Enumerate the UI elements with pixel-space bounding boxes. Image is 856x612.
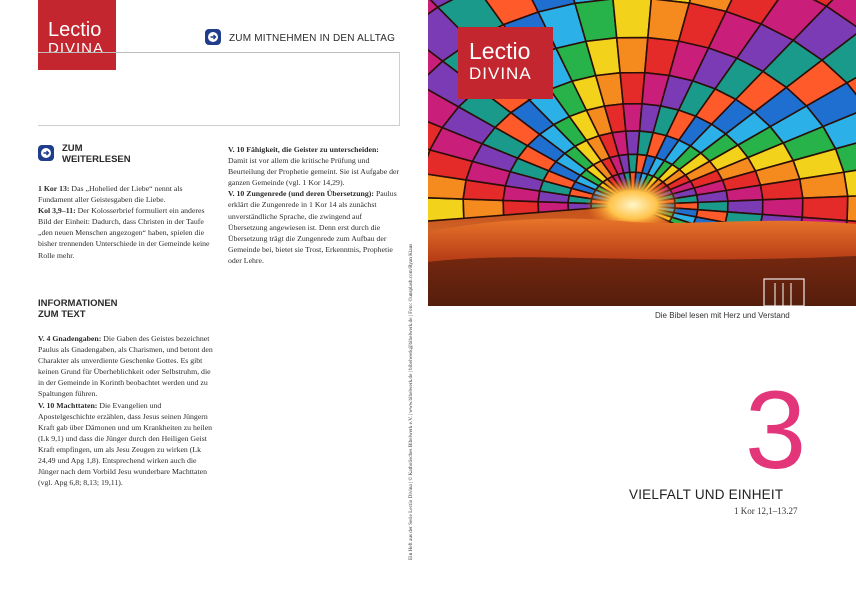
arrow-badge-icon bbox=[205, 29, 221, 45]
verse-ref: V. 10 Fähigkeit, die Geister zu unterscheiden: bbox=[228, 145, 379, 154]
weiterlesen-paragraph bbox=[38, 205, 216, 260]
logo-line2: DIVINA bbox=[469, 64, 532, 83]
informationen-heading bbox=[38, 298, 118, 320]
weiterlesen-heading bbox=[62, 143, 131, 165]
arrow-badge-icon bbox=[38, 145, 54, 161]
copyright-credit: Ein Heft aus der Serie Lectio Divina | © Katholisches Bibelwerk e.V. | www.bibelwerk.de | bibelwerk@bibelwerk.de | Foto: ©unsplash.com/Ryan Klaus bbox=[408, 243, 414, 560]
verse-ref: V. 10 Machttaten: bbox=[38, 400, 98, 410]
informationen-heading-line1: INFORMATIONEN bbox=[38, 298, 118, 309]
issue-number: 3 bbox=[745, 369, 807, 492]
bible-reference: 1 Kor 12,1–13.27 bbox=[734, 506, 798, 516]
weiterlesen-heading-line2: WEITERLESEN bbox=[62, 154, 131, 165]
bible-ref: 1 Kor 13: bbox=[38, 184, 70, 193]
verse-ref: V. 10 Zungenrede (und deren Übersetzung): bbox=[228, 189, 374, 199]
paragraph-text: Paulus erklärt die Zungenrede in 1 Kor 14 als zunächst unverständliche Sprache, die zwingend auf Übersetzung angewiesen ist. Denn erst durch die Übersetzung trägt die Zungenrede zum Aufbau der Gemeinde bei, bietet sie Trost, Erkenntnis, Prophetie oder Lehre. bbox=[228, 189, 397, 265]
verse-ref: V. 4 Gnadengaben: bbox=[38, 334, 102, 343]
logo-line1: Lectio bbox=[469, 38, 531, 64]
info-paragraph bbox=[228, 188, 400, 266]
mitnehmen-heading: ZUM MITNEHMEN IN DEN ALLTAG bbox=[229, 33, 396, 44]
weiterlesen-heading-line1: ZUM bbox=[62, 143, 83, 154]
balloon-panel bbox=[428, 197, 464, 221]
informationen-heading-line2: ZUM TEXT bbox=[38, 309, 86, 320]
logo-line2: DIVINA bbox=[48, 40, 105, 57]
bible-ref: Kol 3,9–11: bbox=[38, 206, 76, 216]
info-paragraph bbox=[38, 333, 218, 400]
lectio-divina-logo bbox=[458, 27, 553, 99]
notes-box[interactable] bbox=[38, 52, 400, 126]
issue-title: VIELFALT UND EINHEIT bbox=[629, 487, 784, 502]
verse-notes-column bbox=[228, 144, 400, 266]
paragraph-text: Der Kolosserbrief formuliert ein anderes Bild der Einheit: Dadurch, dass Christen in der Taufe „den neuen Menschen angezogen“ haben, spielen die bisher trennenden Unterschiede in der Gemeinde keine Rolle mehr. bbox=[38, 206, 210, 260]
balloon-panel bbox=[613, 0, 651, 38]
info-paragraph bbox=[228, 144, 400, 188]
balloon-panel bbox=[503, 200, 538, 215]
paragraph-text: Das „Hohelied der Liebe“ nennt als Fundament aller Geistesgaben die Liebe. bbox=[38, 184, 183, 205]
balloon-panel bbox=[620, 73, 645, 104]
logo-line1: Lectio bbox=[48, 19, 102, 41]
informationen-text bbox=[38, 333, 218, 488]
tagline: Die Bibel lesen mit Herz und Verstand bbox=[655, 311, 790, 320]
weiterlesen-paragraph bbox=[38, 183, 216, 205]
balloon-panel bbox=[802, 196, 847, 220]
paragraph-text: Die Gaben des Geistes bezeichnet Paulus als Gnadengaben, als Charismen, und betont den Charakter als unverdiente Geschenke Gottes. Es gibt keinen Grund für Überheblichkeit oder Selbstruhm, die in der Gemeinde in Korinth beobachtet werden und zu Spaltungen führen. bbox=[38, 334, 213, 399]
balloon-panel bbox=[617, 38, 648, 73]
weiterlesen-text bbox=[38, 183, 216, 261]
info-paragraph bbox=[38, 400, 218, 489]
paragraph-text: Damit ist vor allem die kritische Prüfung und Beurteilung der Prophetie gemeint. Sie ist Aufgabe der ganzen Gemeinde (vgl. 1 Kor 14,29). bbox=[228, 156, 400, 188]
paragraph-text: Die Evangelien und Apostelgeschichte erzählen, dass Jesus seinen Jüngern Kraft gab über Dämonen und um Krankheiten zu heilen (Lk 9,1) und dass die Jünger durch den Heiligen Geist Kraft empfingen, um als Jesu Zeugen zu wirken (Lk 24,49 und Apg 1,8). Entsprechend wirken auch die Jünger nach dem Vorbild Jesu wunderbare Machttaten (vgl. Apg 6,8; 8,13; 19,11). bbox=[38, 400, 213, 488]
balloon-panel bbox=[463, 199, 503, 218]
